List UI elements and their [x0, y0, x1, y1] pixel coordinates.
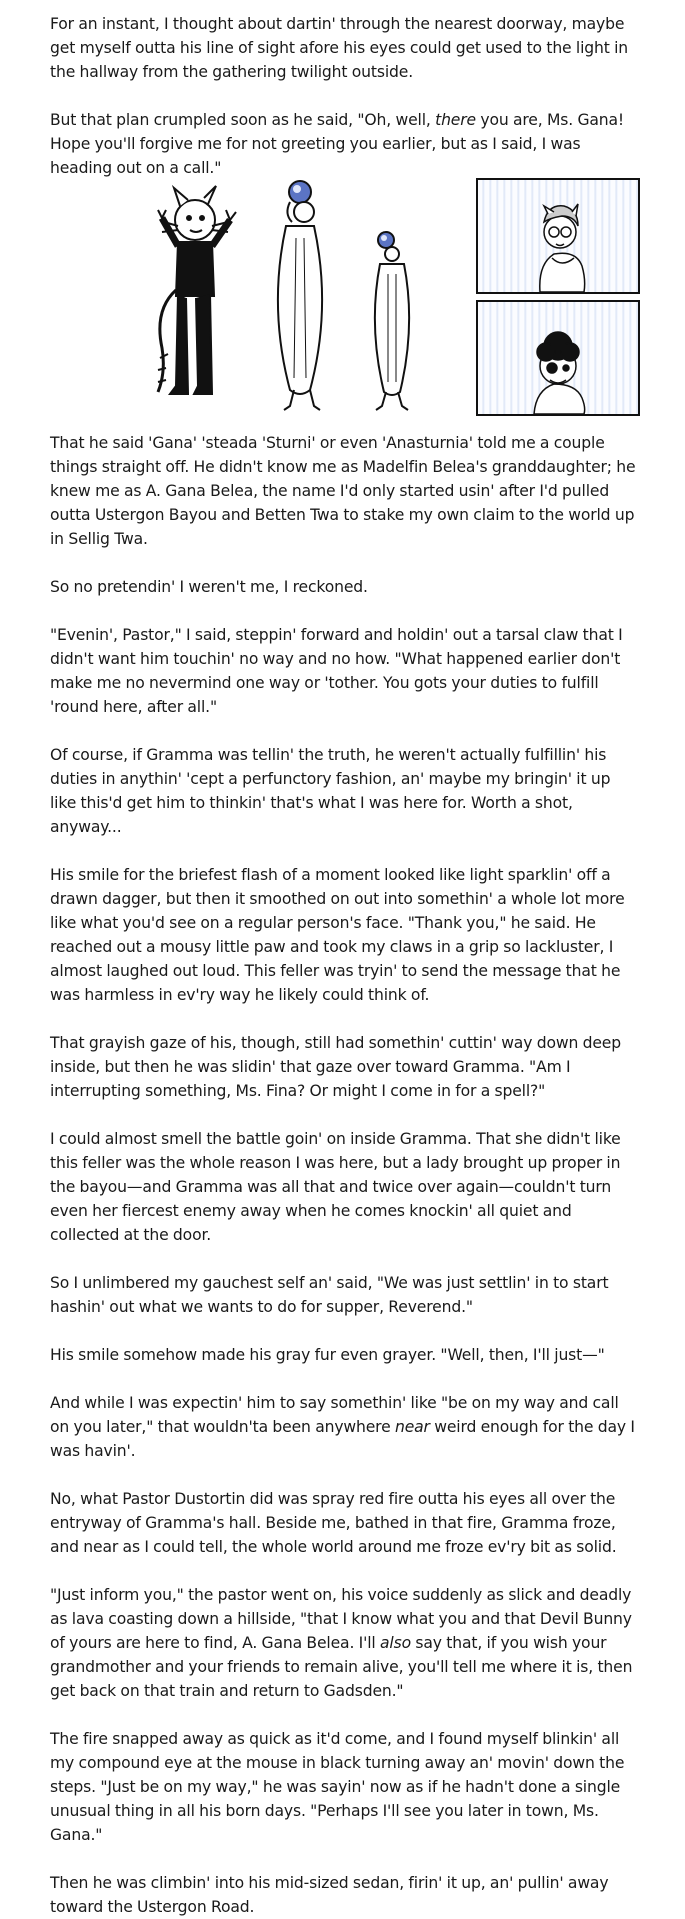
comic-panel-gana: [476, 300, 640, 416]
paragraph-11: His smile somehow made his gray fur even grayer. "Well, then, I'll just—": [50, 1346, 605, 1364]
paragraph-4: So no pretendin' I weren't me, I reckoned.: [50, 578, 368, 596]
comic-panel-gramma: [476, 178, 640, 294]
paragraph-9: I could almost smell the battle goin' on inside Gramma. That she didn't like this feller was the whole reason I was here, but a lady brought up proper in the bayou—and Gramma was all that and twice over again—couldn't turn even her fiercest enemy away when he comes knockin' all quiet and collected at the door.: [50, 1130, 621, 1244]
paragraph-6: Of course, if Gramma was tellin' the truth, he weren't actually fulfillin' his duties in anythin' 'cept a perfunctory fashion, an' maybe my bringin' it up like this'd get him to thinkin' that's what I was here for. Worth a shot, anyway...: [50, 746, 611, 836]
paragraph-2: But that plan crumpled soon as he said, "Oh, well, there you are, Ms. Gana! Hope you'll forgive me for not greeting you earlier, but as I said, I was heading out on a call.": [50, 111, 625, 177]
paragraph-15: The fire snapped away as quick as it'd come, and I found myself blinkin' all my compound eye at the mouse in black turning away an' movin' down the steps. "Just be on my way," he was sayin' now as if he hadn't done a single unusual thing in all his born days. "Perhaps I'll see you later in town, Ms. Gana.": [50, 1730, 625, 1844]
winged-figure-short: [375, 232, 409, 410]
paragraph-3: That he said 'Gana' 'steada 'Sturni' or even 'Anasturnia' told me a couple things straight off. He didn't know me as Madelfin Belea's granddaughter; he knew me as A. Gana Belea, the name I'd only started usin' after I'd pulled outta Ustergon Bayou and Betten Twa to stake my own claim to the world up in Sellig Twa.: [50, 434, 636, 548]
paragraph-1: For an instant, I thought about dartin' through the nearest doorway, maybe get myself outta his line of sight afore his eyes could get used to the light in the hallway from the gathering twilight outside.: [50, 15, 629, 81]
paragraph-13: No, what Pastor Dustortin did was spray red fire outta his eyes all over the entryway of Gramma's hall. Beside me, bathed in that fire, Gramma froze, and near as I could tell, the whole world around me froze ev'ry bit as solid.: [50, 1490, 617, 1556]
paragraph-7: His smile for the briefest flash of a moment looked like light sparklin' off a drawn dagger, but then it smoothed on out into somethin' a whole lot more like what you'd see on a regular person's face. "Thank you," he said. He reached out a mousy little paw and took my claws in a grip so lackluster, I almost laughed out loud. This feller was tryin' to send the message that he was harmless in ev'ry way he likely could think of.: [50, 866, 625, 1004]
story-text-top: [50, 12, 640, 180]
winged-figure-tall: [278, 181, 322, 410]
paragraph-8: That grayish gaze of his, though, still had somethin' cuttin' way down deep inside, but then he was slidin' that gaze over toward Gramma. "Am I interrupting something, Ms. Fina? Or might I come in for a spell?": [50, 1034, 621, 1100]
paragraph-16: Then he was climbin' into his mid-sized sedan, firin' it up, an' pullin' away toward the Ustergon Road.: [50, 1874, 609, 1916]
gramma-drawing: [478, 180, 638, 292]
mouse-pastor-figure: [158, 186, 236, 394]
gana-drawing: [478, 302, 638, 414]
story-text-bottom: [50, 431, 640, 1919]
paragraph-10: So I unlimbered my gauchest self an' said, "We was just settlin' in to start hashin' out what we wants to do for supper, Reverend.": [50, 1274, 609, 1316]
paragraph-14: "Just inform you," the pastor went on, his voice suddenly as slick and deadly as lava coasting down a hillside, "that I know what you and that Devil Bunny of yours are here to find, A. Gana Belea. I'll also say that, if you wish your grandmother and your friends to remain alive, you'll tell me where it is, then get back on that train and return to Gadsden.": [50, 1586, 633, 1700]
character-figures: [150, 178, 470, 413]
paragraph-12: And while I was expectin' him to say somethin' like "be on my way and call on you later," that wouldn'ta been anywhere near weird enough for the day I was havin'.: [50, 1394, 635, 1460]
paragraph-5: "Evenin', Pastor," I said, steppin' forward and holdin' out a tarsal claw that I didn't want him touchin' no way and no how. "What happened earlier don't make me no nevermind one way or 'tother. You gots your duties to fulfill 'round here, after all.": [50, 626, 623, 716]
illustration: [50, 178, 640, 426]
